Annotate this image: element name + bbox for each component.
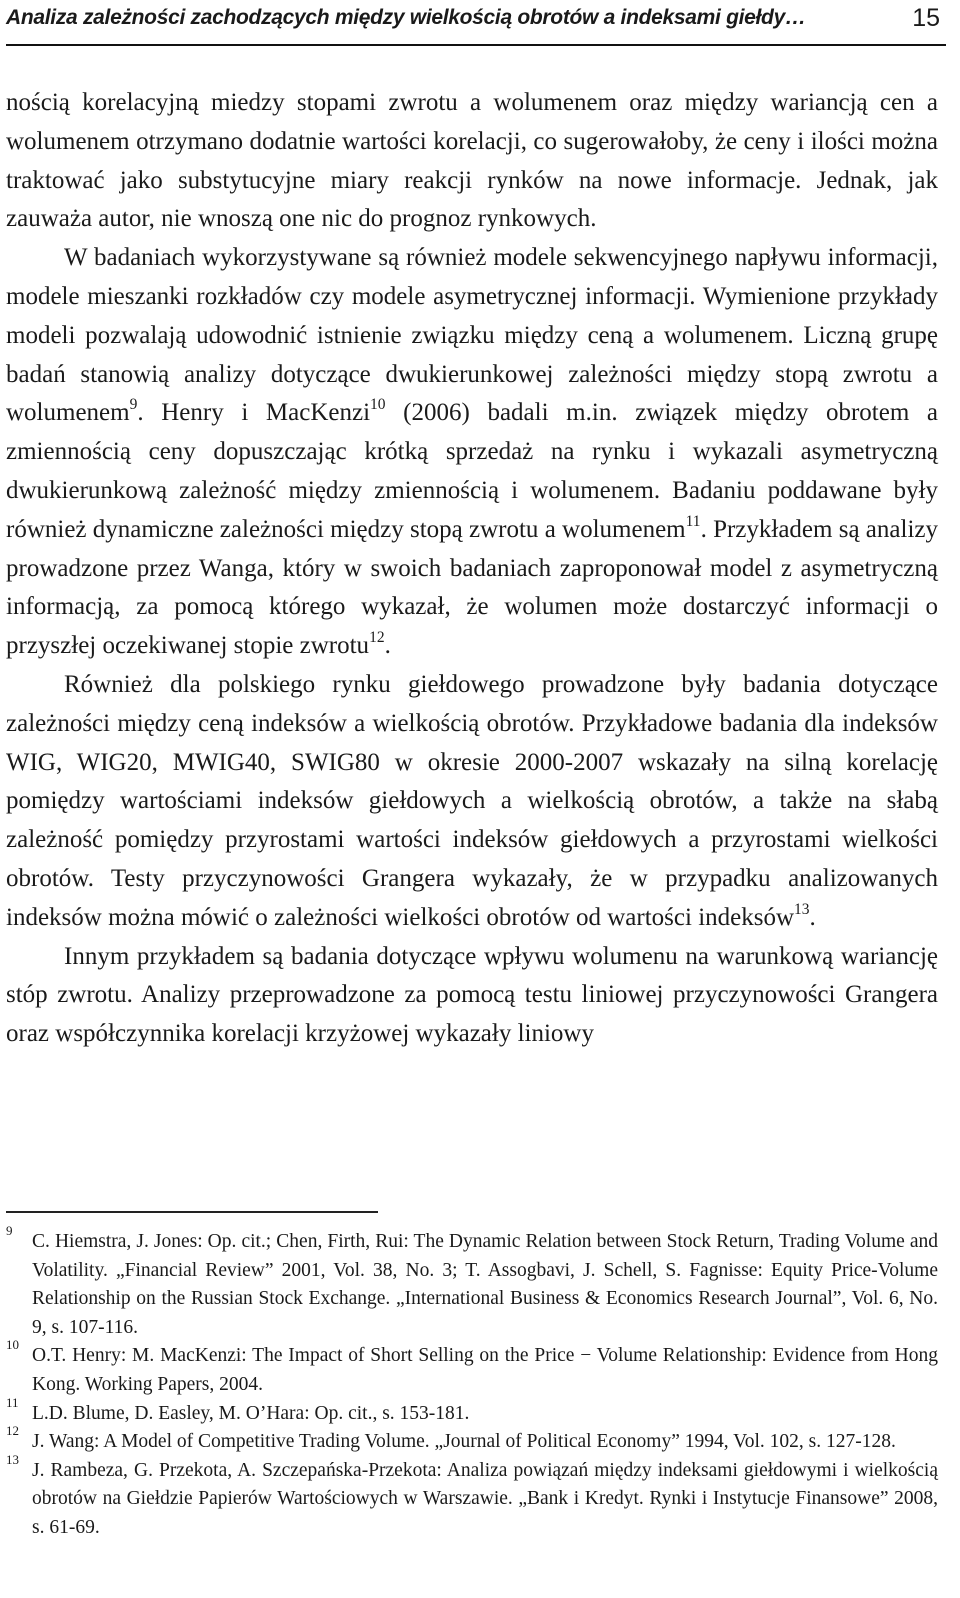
paragraph-2-text-4: . Przykładem są analizy prowadzone przez Wanga, który w swoich badaniach zaproponował model z asymetryczną informacją, za pomocą którego wykazał, że wolumen może dostarczyć informacji o przyszłej oczekiwanej stopie zwrotu — [6, 515, 938, 660]
footnote-11 — [6, 1394, 938, 1429]
paragraph-2 — [6, 239, 938, 666]
footnote-10 — [6, 1337, 938, 1399]
running-title: Analiza zależności zachodzących między wielkością obrotów a indeksami giełdy… — [6, 6, 806, 29]
footnote-13 — [6, 1451, 938, 1543]
paragraph-3 — [6, 666, 938, 938]
footnote-ref-12: 12 — [369, 629, 385, 647]
footnote-number: 11 — [6, 1394, 19, 1410]
footnote-text: O.T. Henry: M. MacKenzi: The Impact of Short Selling on the Price − Volume Relationship: Evidence from Hong Kong. Working Papers, 2004. — [32, 1345, 938, 1395]
footnote-text: J. Rambeza, G. Przekota, A. Szczepańska-Przekota: Analiza powiązań między indeksami giełdowymi i wielkością obrotów na Giełdzie Papierów Wartościowych w Warszawie. „Bank i Kredyt. Rynki i Instytucje Finansowe” 2008, s. 61-69. — [32, 1459, 938, 1538]
paragraph-2-text-1: W badaniach wykorzystywane są również modele sekwencyjnego napływu informacji, modele mieszanki rozkładów czy modele asymetrycznej informacji. Wymienione przykłady modeli pozwalają udowodnić istnienie związku między ceną a wolumenem. Liczną grupę badań stanowią analizy dotyczące dwukierunkowej zależności między stopą zwrotu a wolumenem — [6, 244, 938, 427]
body-text — [6, 84, 938, 1054]
paragraph-2-text-5: . — [384, 632, 391, 660]
paragraph-2-text-2: . Henry i MacKenzi — [137, 399, 371, 427]
paragraph-3-text-2: . — [809, 903, 816, 931]
footnote-ref-13: 13 — [794, 900, 810, 918]
running-header — [6, 4, 946, 46]
footnote-ref-11: 11 — [685, 512, 701, 530]
footnote-text: L.D. Blume, D. Easley, M. O’Hara: Op. cit., s. 153-181. — [32, 1402, 470, 1424]
paragraph-4: Innym przykładem są badania dotyczące wpływu wolumenu na warunkową wariancję stóp zwrotu. Analizy przeprowadzone za pomocą testu liniowej przyczynowości Grangera oraz współczynnika korelacji krzyżowej wykazały liniowy — [6, 942, 938, 1048]
footnote-12 — [6, 1423, 938, 1457]
footnote-number: 13 — [6, 1451, 19, 1467]
paragraph-3-text-1: Również dla polskiego rynku giełdowego prowadzone były badania dotyczące zależności między ceną indeksów a wielkością obrotów. Przykładowe badania dla indeksów WIG, WIG20, MWIG40, SWIG80 w okresie 2000-2007 wskazały na silną korelację pomiędzy wartościami indeksów giełdowych a wielkością obrotów, a także na słabą zależność pomiędzy przyrostami wartości indeksów giełdowych a przyrostami wielkości obrotów. Testy przyczynowości Grangera wykazały, że w przypadku analizowanych indeksów można mówić o zależności wielkości obrotów od wartości indeksów — [6, 670, 938, 931]
paragraph-1: nością korelacyjną miedzy stopami zwrotu a wolumenem oraz między wariancją cen a wolumenem otrzymano dodatnie wartości korelacji, co sugerowałoby, że ceny i ilości można traktować jako substytucyjne miary reakcji rynków na nowe informacje. Jednak, jak zauważa autor, nie wnoszą one nic do prognoz rynkowych. — [6, 89, 938, 233]
footnote-9 — [6, 1223, 938, 1342]
footnote-ref-10: 10 — [370, 396, 386, 414]
paragraph-2-text-3: (2006) badali m.in. związek między obrotem a zmiennością ceny dopuszczając krótką sprzedaż na rynku i wykazali asymetryczną dwukierunkową zależność między zmiennością i wolumenem. Badaniu poddawane były również dynamiczne zależności między stopą zwrotu a wolumenem — [6, 399, 938, 543]
footnote-separator — [6, 1211, 378, 1213]
page-number: 15 — [912, 4, 940, 32]
footnote-number: 9 — [6, 1223, 13, 1238]
footnotes — [6, 1223, 938, 1543]
footnote-ref-9: 9 — [129, 396, 138, 414]
footnote-number: 12 — [6, 1423, 19, 1439]
footnote-text: J. Wang: A Model of Competitive Trading Volume. „Journal of Political Economy” 1994, Vol. 102, s. 127-128. — [32, 1431, 896, 1453]
footnote-number: 10 — [6, 1337, 19, 1353]
footnote-text: C. Hiemstra, J. Jones: Op. cit.; Chen, Firth, Rui: The Dynamic Relation between Stock Return, Trading Volume and Volatility. „Financial Review” 2001, Vol. 38, No. 3; T. Assogbavi, J. Schell, S. Fagnisse: Equity Price-Volume Relationship on the Russian Stock Exchange. „International Business & Economics Research Journal”, Vol. 6, No. 9, s. 107-116. — [32, 1231, 938, 1338]
